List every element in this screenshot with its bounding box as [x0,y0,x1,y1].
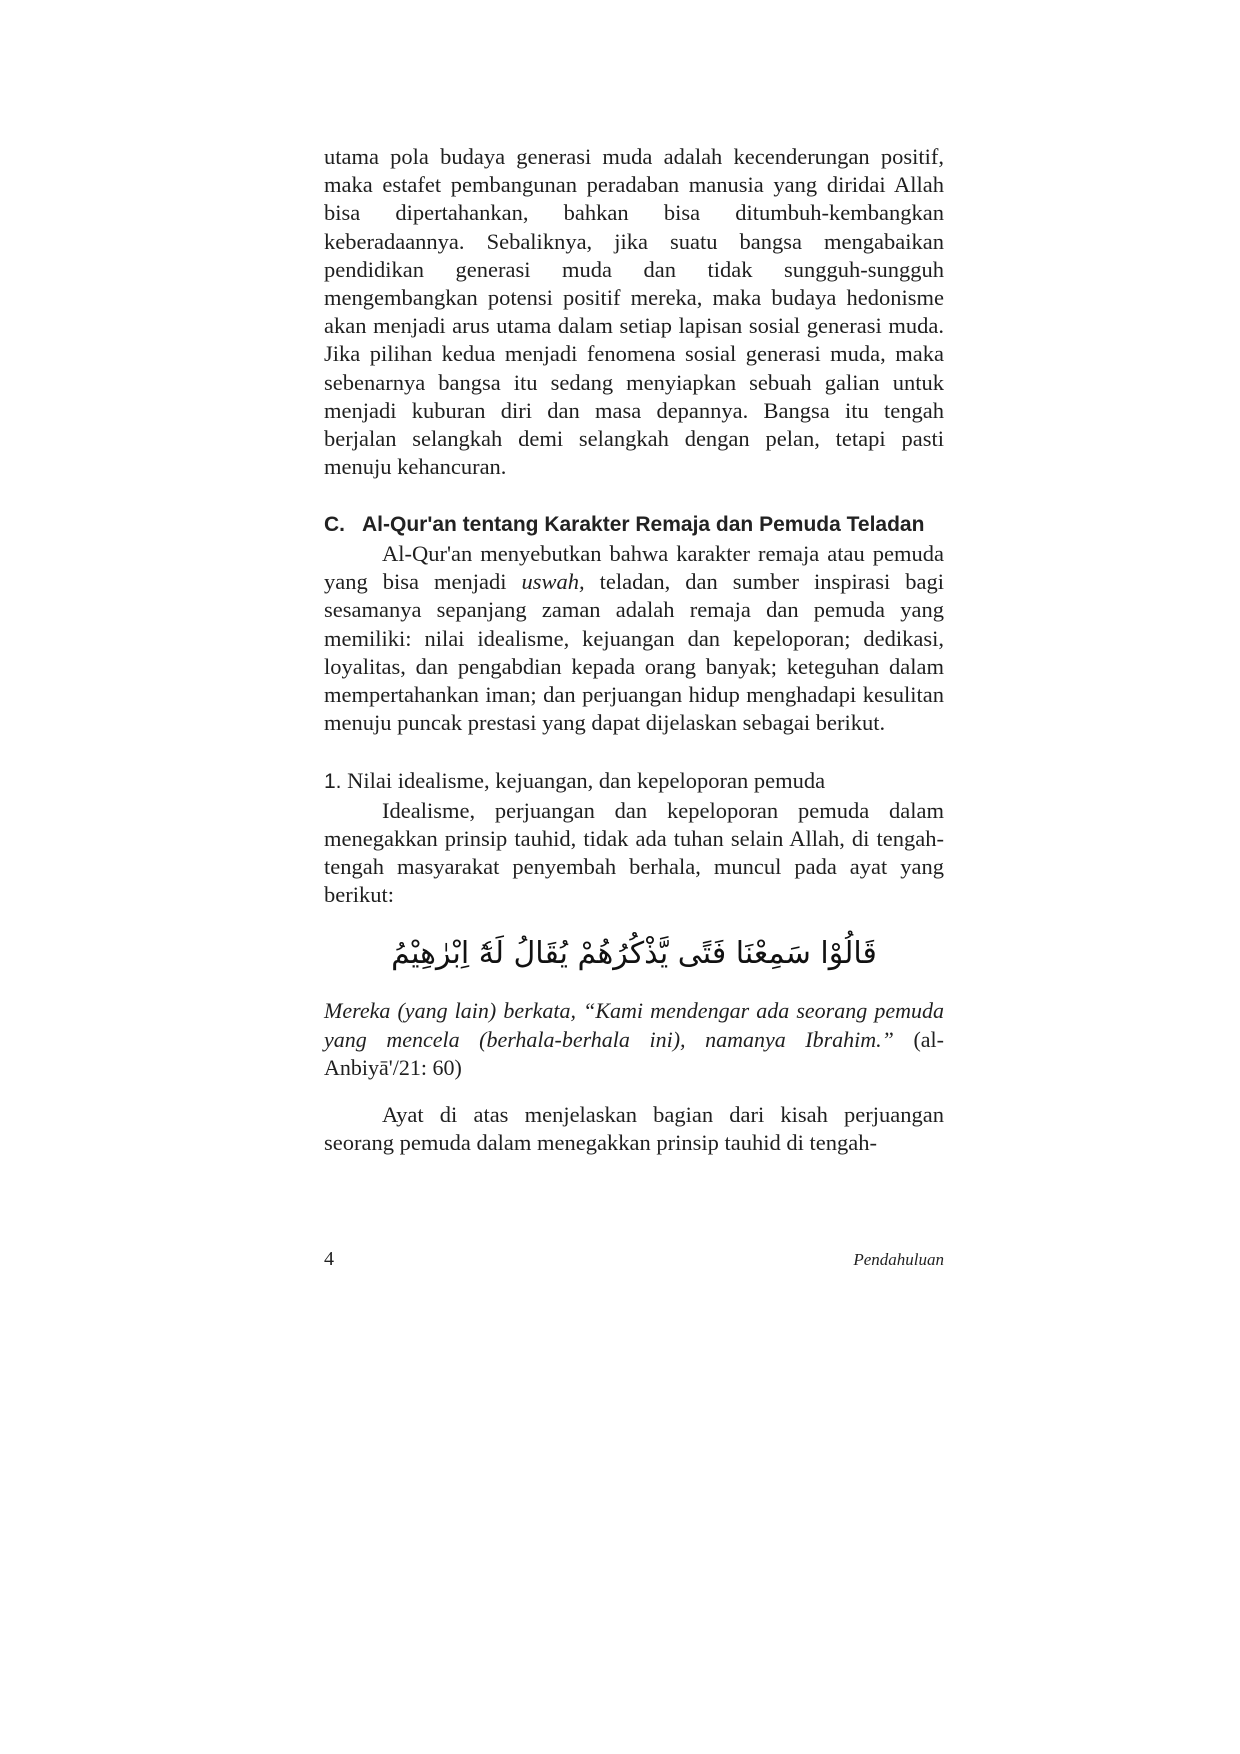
closing-paragraph: Ayat di atas menjelaskan bagian dari kisah perjuangan seorang pemuda dalam menegakkan prinsip tauhid di tengah- [324,1101,944,1156]
section-paragraph-end: teladan, dan sumber inspirasi bagi sesamanya sepanjang zaman adalah remaja dan pemuda yang memiliki: nilai idealisme, kejuangan dan kepeloporan; dedikasi, loyalitas, dan pengabdian kepada orang banyak; keteguhan dalam mempertahankan iman; dan perjuangan hidup menghadapi kesulitan menuju puncak prestasi yang dapat dijelaskan sebagai berikut. [324,569,944,736]
intro-paragraph: utama pola budaya generasi muda adalah kecenderungan positif, maka estafet pembangunan peradaban manusia yang diridai Allah bisa dipertahankan, bahkan bisa ditumbuh-kembangkan keberadaannya. Sebaliknya, jika suatu bangsa mengabaikan pendidikan generasi muda dan tidak sungguh-sungguh mengembangkan potensi positif mereka, maka budaya hedonisme akan menjadi arus utama dalam setiap lapisan sosial generasi muda. Jika pilihan kedua menjadi fenomena sosial generasi muda, maka sebenarnya bangsa itu sedang menyiapkan sebuah galian untuk menjadi kuburan diri dan masa depannya. Bangsa itu tengah berjalan selangkah demi selangkah dengan pelan, tetapi pasti menuju kehancuran. [324,144,944,480]
page-footer [324,1248,944,1278]
term-uswah: uswah, [521,569,585,595]
section-letter: C. [324,513,345,537]
subsection-title: Nilai idealisme, kejuangan, dan kepeloporan pemuda [347,768,826,794]
section-paragraph-start: Al-Qur'an menyebutkan bahwa karakter remaja atau pemuda yang bisa menjadi [324,540,944,595]
section-heading [324,511,944,540]
subsection-number: 1. [324,770,342,794]
page-number: 4 [324,1248,334,1270]
section-paragraph [324,540,944,737]
section-title: Al-Qur'an tentang Karakter Remaja dan Pemuda Teladan [362,513,925,537]
running-title: Pendahuluan [853,1250,944,1269]
page-content [324,143,944,1157]
subsection-heading [324,767,944,796]
subsection-paragraph: Idealisme, perjuangan dan kepeloporan pemuda dalam menegakkan prinsip tauhid, tidak ada tuhan selain Allah, di tengah-tengah masyarakat penyembah berhala, muncul pada ayat yang berikut: [324,797,944,908]
verse-translation [324,997,944,1083]
arabic-verse: قَالُوْا سَمِعْنَا فَتًى يَّذْكُرُهُمْ يُقَالُ لَهٗٓ اِبْرٰهِيْمُ [391,936,877,972]
translation-text: Mereka (yang lain) berkata, “Kami mendengar ada seorang pemuda yang mencela (berhala-berhala ini), namanya Ibrahim.” [324,998,944,1052]
verse-reference: (al-Anbiyā'/21: 60) [324,1026,944,1081]
